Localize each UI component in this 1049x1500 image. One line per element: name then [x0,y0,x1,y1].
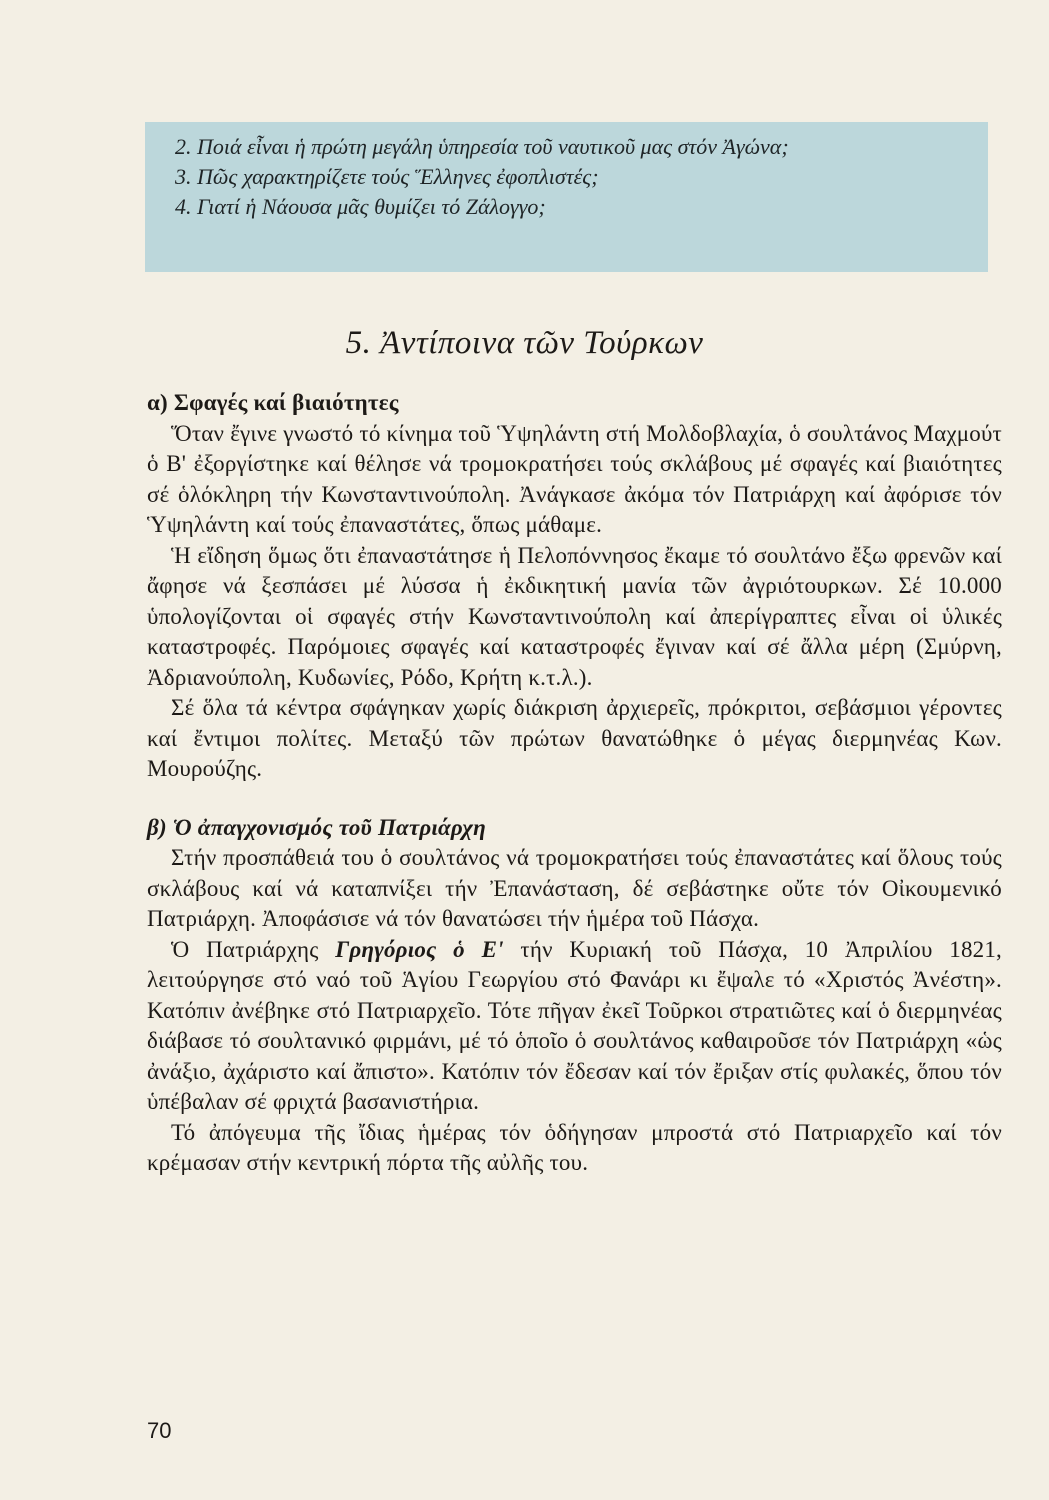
section-b-heading: β) Ὁ ἀπαγχονισμός τοῦ Πατριάρχη [147,814,486,840]
patriarch-name: Γρηγόριος ὁ Ε' [335,936,504,962]
paragraph-2-start: Ὁ Πατριάρχης [171,936,336,962]
section-a-paragraph-2: Ἡ εἴδηση ὅμως ὅτι ἐπαναστάτησε ἡ Πελοπόννησος ἔκαμε τό σουλτάνο ἔξω φρενῶν καί ἄφησε νά ξεσπάσει μέ λύσσα ἡ ἐκδικητική μανία τῶν ἀγριότουρκων. Σέ 10.000 ὑπολογίζονται οἱ σφαγές στήν Κωνσταντινούπολη καί ἀπερίγραπτες εἶναι οἱ ὑλικές καταστροφές. Παρόμοιες σφαγές καί καταστροφές ἔγιναν καί σέ ἄλλα μέρη (Σμύρνη, Ἀδριανούπολη, Κυδωνίες, Ρόδο, Κρήτη κ.τ.λ.). [147,542,1002,690]
question-4: 4. Γιατί ἡ Νάουσα μᾶς θυμίζει τό Ζάλογγο; [175,194,546,219]
section-a-paragraph-3: Σέ ὅλα τά κέντρα σφάγηκαν χωρίς διάκριση ἀρχιερεῖς, πρόκριτοι, σεβάσμιοι γέροντες καί ἔντιμοι πολίτες. Μεταξύ τῶν πρώτων θανατώθηκε ὁ μέγας διερμηνέας Κων. Μουρούζης. [147,695,1002,781]
section-b-paragraph-1: Στήν προσπάθειά του ὁ σουλτάνος νά τρομοκρατήσει τούς ἐπαναστάτες καί ὅλους τούς σκλάβους καί νά καταπνίξει τήν Ἐπανάσταση, δέ σεβάστηκε οὔτε τόν Οἰκουμενικό Πατριάρχη. Ἀποφάσισε νά τόν θανατώσει τήν ἡμέρα τοῦ Πάσχα. [147,845,1002,931]
question-3: 3. Πῶς χαρακτηρίζετε τούς Ἕλληνες ἐφοπλιστές; [175,164,599,189]
section-b-paragraph-2 [147,935,1002,1118]
question-2: 2. Ποιά εἶναι ἡ πρώτη μεγάλη ὑπηρεσία τοῦ ναυτικοῦ μας στόν Ἀγώνα; [175,134,789,159]
section-b-paragraph-3: Τό ἀπόγευμα τῆς ἴδιας ἡμέρας τόν ὁδήγησαν μπροστά στό Πατριαρχεῖο καί τόν κρέμασαν στήν κεντρική πόρτα τῆς αὐλῆς του. [147,1119,1002,1175]
page-number: 70 [147,1418,172,1443]
chapter-title: 5. Ἀντίποινα τῶν Τούρκων [345,325,704,361]
section-a-heading: α) Σφαγές καί βιαιότητες [147,390,399,415]
review-questions-box [145,122,988,272]
chapter-body [147,388,1002,1179]
section-spacer [147,785,1002,813]
paragraph-2-end: τήν Κυριακή τοῦ Πάσχα, 10 Ἀπριλίου 1821, λειτούργησε στό ναό τοῦ Ἁγίου Γεωργίου στό Φανάρι κι ἔψαλε τό «Χριστός Ἀνέστη». Κατόπιν ἀνέβηκε στό Πατριαρχεῖο. Τότε πῆγαν ἐκεῖ Τοῦρκοι στρατιῶτες καί ὁ διερμηνέας διάβασε τό σουλτανικό φιρμάνι, μέ τό ὁποῖο ὁ σουλτάνος καθαιροῦσε τόν Πατριάρχη «ὡς ἀνάξιο, ἀχάριστο καί ἄπιστο». Κατόπιν τόν ἔδεσαν καί τόν ἔριξαν στίς φυλακές, ὅπου τόν ὑπέβαλαν σέ φριχτά βασανιστήρια. [147,936,1002,1114]
section-a-paragraph-1: Ὅταν ἔγινε γνωστό τό κίνημα τοῦ Ὑψηλάντη στή Μολδοβλαχία, ὁ σουλτάνος Μαχμούτ ὁ Β' ἐξοργίστηκε καί θέλησε νά τρομοκρατήσει τούς σκλάβους μέ σφαγές καί βιαιότητες σέ ὁλόκληρη τήν Κωνσταντινούπολη. Ἀνάγκασε ἀκόμα τόν Πατριάρχη καί ἀφόρισε τόν Ὑψηλάντη καί τούς ἐπαναστάτες, ὅπως μάθαμε. [147,420,1002,537]
